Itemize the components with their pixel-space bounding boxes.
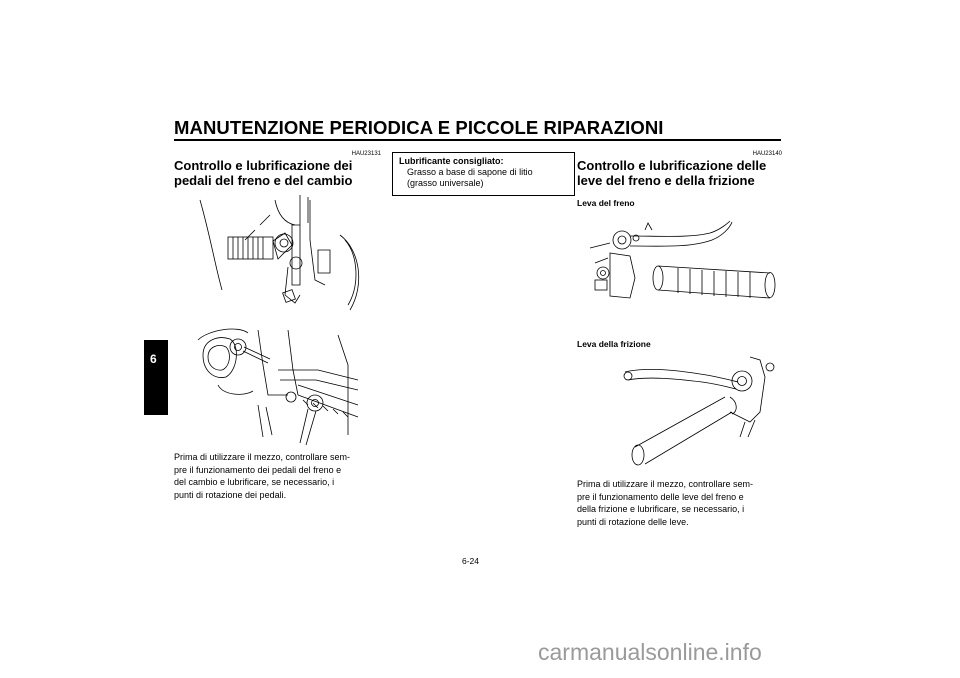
brake-lever-label: Leva del freno	[577, 198, 635, 208]
section-code-left: HAU23131	[351, 151, 381, 157]
page-title: MANUTENZIONE PERIODICA E PICCOLE RIPARAZIONI	[174, 117, 664, 138]
lubricant-line: (grasso universale)	[407, 178, 484, 188]
body-line: Prima di utilizzare il mezzo, controllare sem-	[577, 479, 754, 489]
section-code-right: HAU23140	[752, 151, 782, 157]
body-line: pre il funzionamento dei pedali del freno e	[174, 464, 342, 475]
body-line: punti di rotazione delle leve.	[577, 516, 689, 527]
clutch-lever-label: Leva della frizione	[577, 339, 651, 349]
lubricant-line: Grasso a base di sapone di litio	[407, 167, 533, 177]
watermark: carmanualsonline.info	[538, 639, 762, 665]
body-line: Prima di utilizzare il mezzo, controllare sem-	[174, 452, 351, 462]
page-number: 6-24	[462, 556, 480, 566]
lubricant-box	[392, 152, 575, 196]
chapter-number: 6	[150, 352, 157, 366]
body-line: pre il funzionamento delle leve del freno e	[577, 491, 744, 502]
body-line: punti di rotazione dei pedali.	[174, 489, 287, 500]
section-heading-pedals	[174, 158, 384, 188]
section-heading-levers	[577, 158, 787, 188]
brake-lever-illustration	[590, 218, 780, 318]
heading-line: Controllo e lubrificazione delle	[577, 158, 767, 173]
body-text-levers	[577, 478, 782, 528]
heading-line: leve del freno e della frizione	[577, 173, 755, 188]
title-rule	[174, 139, 781, 141]
shift-pedal-illustration	[198, 325, 363, 447]
heading-line: Controllo e lubrificazione dei	[174, 158, 353, 173]
body-line: del cambio e lubrificare, se necessario, i	[174, 477, 335, 488]
body-text-pedals	[174, 451, 381, 501]
heading-line: pedali del freno e del cambio	[174, 173, 353, 188]
clutch-lever-illustration	[620, 352, 780, 472]
brake-pedal-illustration	[200, 195, 360, 320]
lubricant-title: Lubrificante consigliato:	[399, 156, 504, 166]
body-line: della frizione e lubrificare, se necessario, i	[577, 504, 745, 515]
